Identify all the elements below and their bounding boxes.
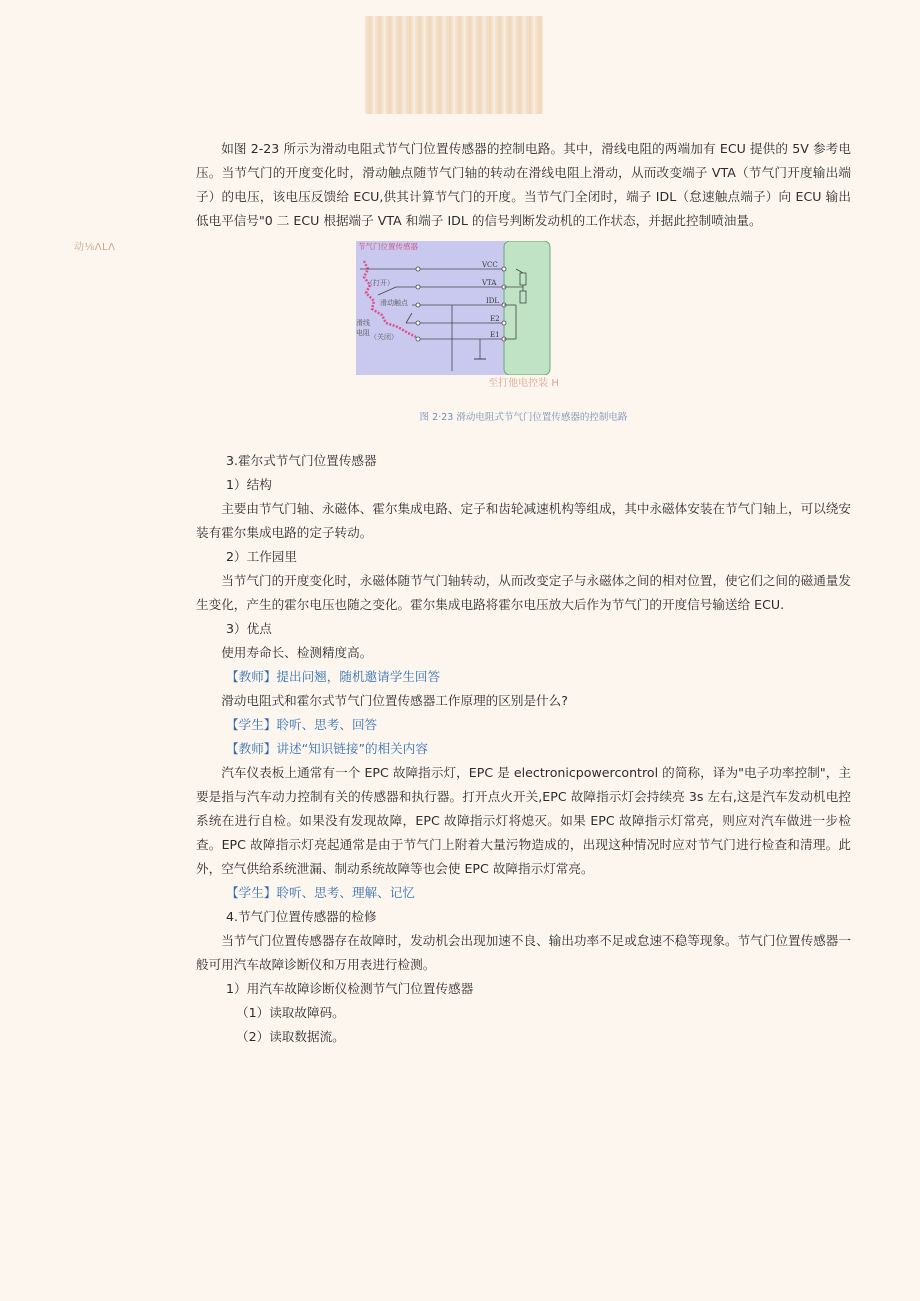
repair-heading: 4.节气门位置传感器的检修: [226, 909, 377, 924]
margin-note: 动⅛ΛLΛ: [74, 242, 116, 253]
terminal-idl: IDL: [486, 297, 500, 305]
question-text: 滑动电阻式和霍尔式节气门位置传感器工作原理的区别是什么?: [221, 693, 568, 708]
terminal-e1: E1: [490, 331, 500, 339]
label-contact: 滑动触点: [380, 299, 408, 307]
label-res-2: 电阻: [356, 329, 370, 337]
sensor-title: 节气门位置传感器: [358, 242, 418, 251]
repair-item-1: 1）用汽车故障诊断仪检测节气门位置传感器: [226, 981, 474, 996]
document-body: [196, 137, 851, 1049]
label-closed: （关闭）: [370, 333, 398, 341]
figure-caption: 图 2·23 滑动电阻式节气门位置传感器的控制电路: [419, 412, 628, 423]
label-res-1: 滑线: [356, 319, 370, 327]
figure-2-23: [196, 241, 851, 449]
hall-principle-text: 当节气门的开度变化时，永磁体随节气门轴转动，从而改变定子与永磁体之间的相对位置，使它们之间的磁通量发生变化，产生的霍尔电压也随之变化。霍尔集成电路将霍尔电压放大后作为节气门的开度信号输送给 ECU.: [196, 573, 851, 612]
hall-structure-text: 主要由节气门轴、永磁体、霍尔集成电路、定子和齿轮减速机构等组成，其中永磁体安装在节气门轴上，可以绕安装有霍尔集成电路的定子转动。: [196, 501, 851, 540]
hall-structure-title: 1）结构: [226, 477, 272, 492]
teacher-prompt-1: 【教师】提出问翘，随机邀请学生回答: [226, 669, 441, 684]
label-open: （打开）: [366, 279, 394, 287]
figure-note: 至打他电控装 H: [488, 378, 559, 389]
terminal-vta: VTA: [482, 279, 497, 287]
epc-paragraph: 汽车仪表板上通常有一个 EPC 故障指示灯，EPC 是 electronicpowercontrol 的简称，译为"电子功率控制"，主要是指与汽车动力控制有关的传感器和执行器。打开点火开关,EPC 故障指示灯会持续亮 3s 左右,这是汽车发动机电控系统在进行自检。如果没有发现故障，EPC 故障指示灯将熄灭。如果 EPC 故障指示灯常亮，则应对汽车做进一步检查。EPC 故障指示灯亮起通常是由于节气门上附着大量污物造成的，出现这种情况时应对节气门进行检查和清理。此外，空气供给系统泄漏、制动系统故障等也会使 EPC 故障指示灯常亮。: [196, 765, 851, 876]
student-response-2: 【学生】聆听、思考、理解、记忆: [226, 885, 415, 900]
repair-text: 当节气门位置传感器存在故障时，发动机会出现加速不良、输出功率不足或怠速不稳等现象。节气门位置传感器一般可用汽车故障诊断仪和万用表进行检测。: [196, 933, 851, 972]
terminal-vcc: VCC: [482, 261, 498, 269]
ecu-box: [504, 241, 550, 375]
hall-advantage-text: 使用寿命长、检测精度高。: [221, 645, 373, 660]
student-response-1: 【学生】聆听、思考、回答: [226, 717, 378, 732]
repair-sub-1: （1）读取故障码。: [236, 1005, 345, 1020]
hall-principle-title: 2）工作园里: [226, 549, 297, 564]
circuit-diagram: [356, 241, 551, 375]
header-decorative-image: [365, 16, 543, 114]
terminal-e2: E2: [490, 315, 500, 323]
hall-advantage-title: 3）优点: [226, 621, 272, 636]
intro-paragraph: 如图 2-23 所示为滑动电阻式节气门位置传感器的控制电路。其中，滑线电阻的两端加有 ECU 提供的 5V 参考电压。当节气门的开度变化时，滑动触点随节气门轴的转动在滑线电阻上滑动，从而改变端子 VTA（节气门开度输出端子）的电压，该电压反馈给 ECU,供其计算节气门的开度。当节气门全闭时，端子 IDL（怠速触点端子）向 ECU 输出低电平信号"0 二 ECU 根据端子 VTA 和端子 IDL 的信号判断发动机的工作状态，并据此控制喷油量。: [196, 141, 851, 228]
repair-sub-2: （2）读取数据流。: [236, 1029, 345, 1044]
hall-heading: 3.霍尔式节气门位置传感器: [226, 453, 377, 468]
teacher-prompt-2: 【教师】讲述“知识链接”的相关内容: [226, 741, 428, 756]
